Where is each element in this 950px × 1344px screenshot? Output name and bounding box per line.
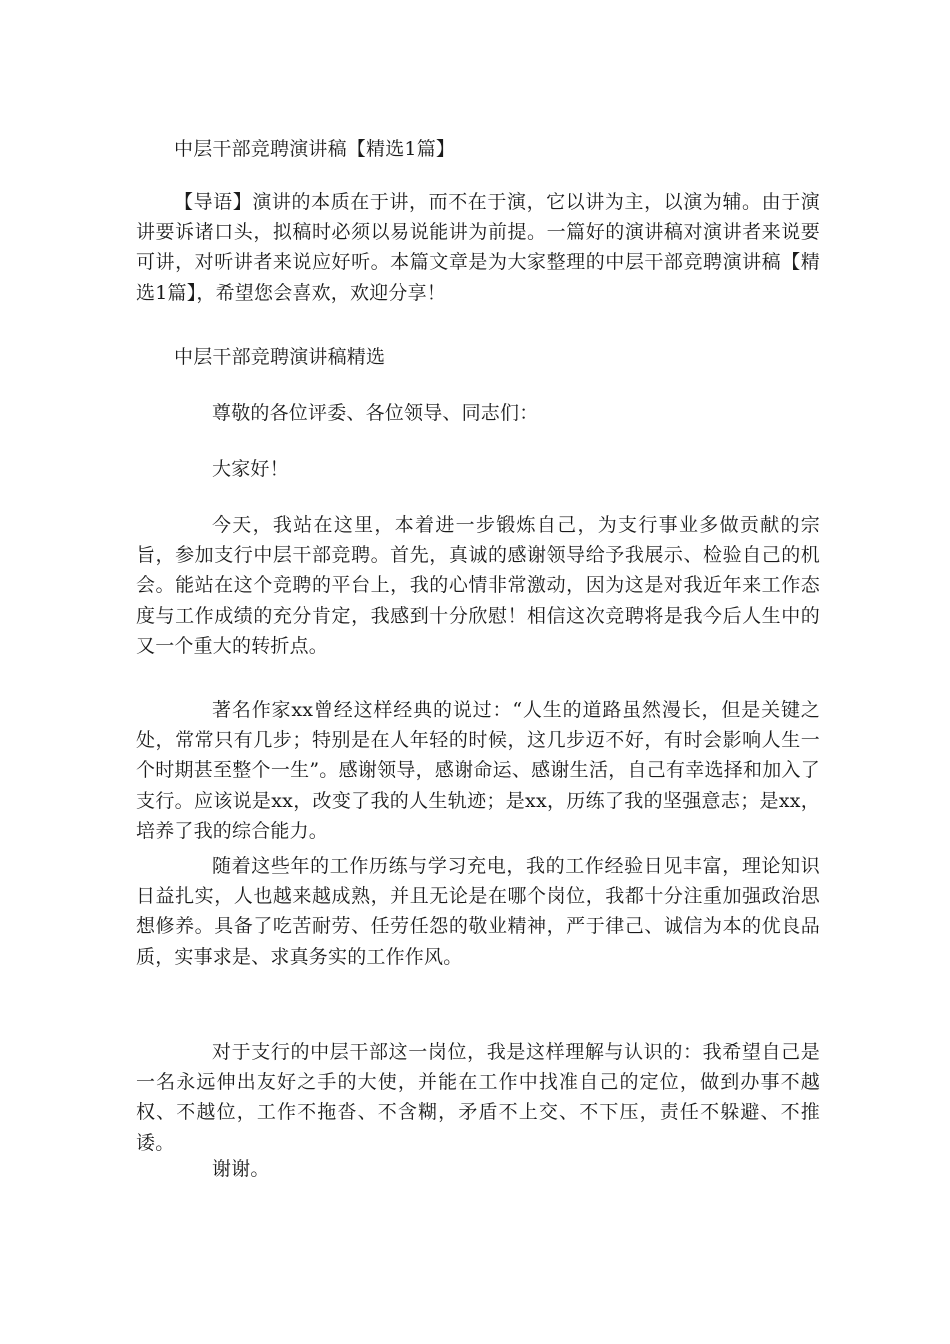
section-subtitle: 中层干部竞聘演讲稿精选 — [174, 346, 386, 368]
salutation: 尊敬的各位评委、各位领导、同志们： — [212, 402, 539, 424]
closing-line: 谢谢。 — [212, 1158, 270, 1180]
intro-paragraph: 【导语】演讲的本质在于讲，而不在于演，它以讲为主，以演为辅。由于演讲要诉诸口头，拟稿时必须以易说能讲为前提。一篇好的演讲稿对演讲者来说要可讲，对听讲者来说应好听。本篇文章是为大家整理的中层干部竞聘演讲稿【精选1篇】，希望您会喜欢，欢迎分享！ — [136, 191, 820, 304]
body-paragraph: 著名作家xx曾经这样经典的说过：“人生的道路虽然漫长，但是关键之处，常常只有几步；特别是在人年轻的时候，这几步迈不好，有时会影响人生一个时期甚至整个一生”。感谢领导，感谢命运、感谢生活，自己有幸选择和加入了支行。应该说是xx，改变了我的人生轨迹；是xx，历练了我的坚强意志；是xx，培养了我的综合能力。 — [136, 699, 820, 842]
body-paragraph: 今天，我站在这里，本着进一步锻炼自己，为支行事业多做贡献的宗旨，参加支行中层干部竞聘。首先，真诚的感谢领导给予我展示、检验自己的机会。能站在这个竞聘的平台上，我的心情非常激动，因为这是对我近年来工作态度与工作成绩的充分肯定，我感到十分欣慰！相信这次竞聘将是我今后人生中的又一个重大的转折点。 — [136, 514, 820, 657]
body-paragraph: 随着这些年的工作历练与学习充电，我的工作经验日见丰富，理论知识日益扎实，人也越来越成熟，并且无论是在哪个岗位，我都十分注重加强政治思想修养。具备了吃苦耐劳、任劳任怨的敬业精神，严于律己、诚信为本的优良品质，实事求是、求真务实的工作作风。 — [136, 855, 820, 968]
body-paragraph: 对于支行的中层干部这一岗位，我是这样理解与认识的：我希望自己是一名永远伸出友好之手的大使，并能在工作中找准自己的定位，做到办事不越权、不越位，工作不拖沓、不含糊，矛盾不上交、不下压，责任不躲避、不推诿。 — [136, 1041, 820, 1154]
document-title: 中层干部竞聘演讲稿【精选1篇】 — [174, 138, 456, 160]
greeting: 大家好！ — [212, 458, 289, 480]
